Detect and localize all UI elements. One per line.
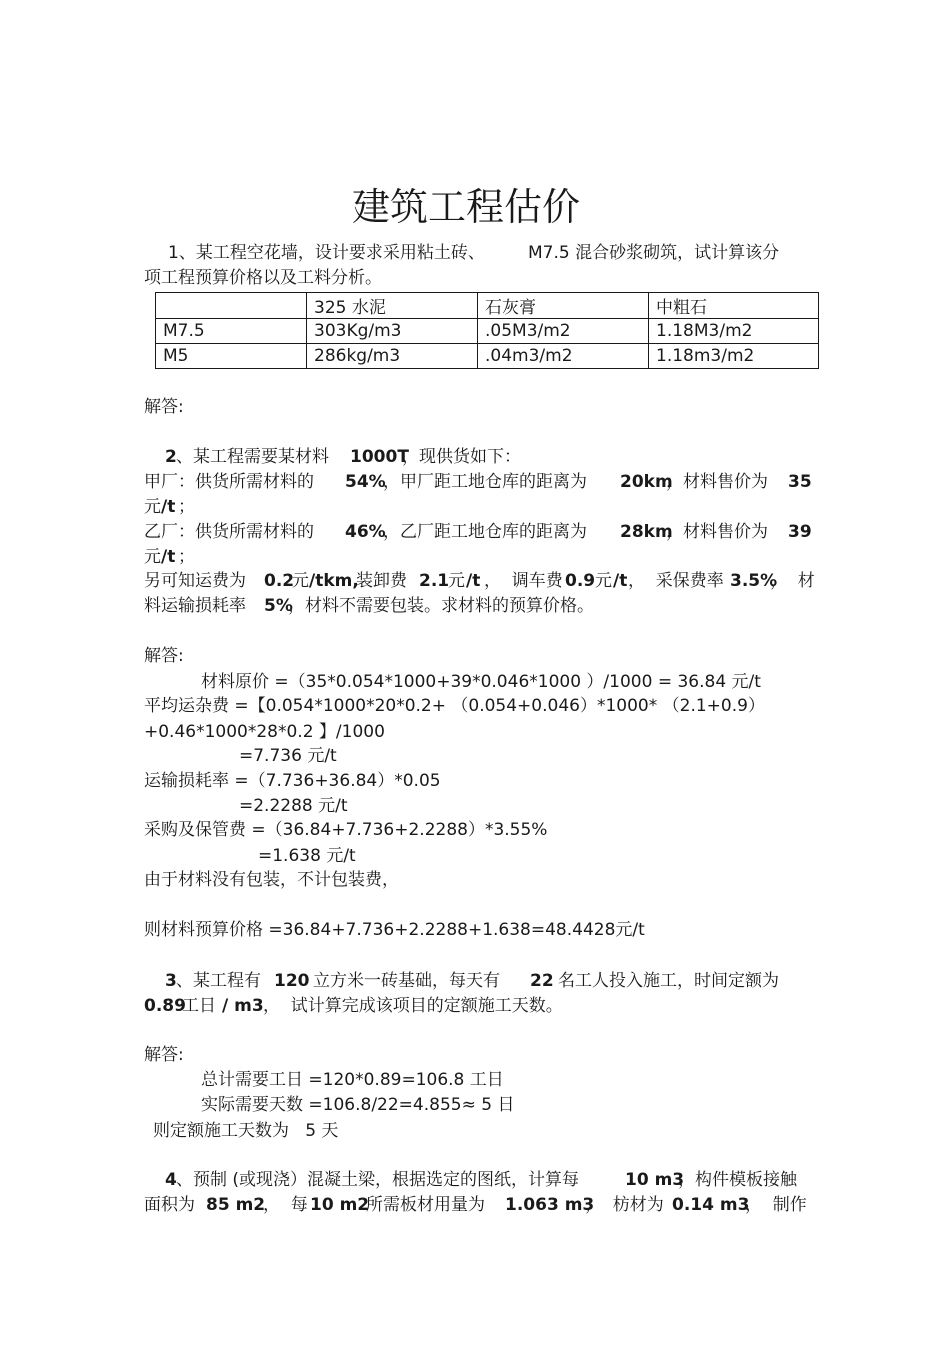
q2-answer-label: 解答: <box>144 646 184 666</box>
freight-rate: 0.2 <box>264 571 295 591</box>
q1-answer-label: 解答: <box>144 397 184 417</box>
q1-text-line2: 项工程预算价格以及工料分析。 <box>144 268 382 288</box>
factory-b-unit: 元 <box>144 547 161 567</box>
calc-line: 采购及保管费 =（36.84+7.736+2.2288）*3.55% <box>144 820 548 840</box>
table-cell: 1.18M3/m2 <box>649 319 819 344</box>
q4-area: 85 m2 <box>206 1195 266 1215</box>
shunting-unit: 元 <box>595 571 612 591</box>
factory-b-percent: 46% <box>345 522 386 542</box>
procurement-text: ， 采保费率 <box>628 571 724 591</box>
shunting-fee: 0.9 <box>565 571 596 591</box>
procurement-rate: 3.5% <box>730 571 778 591</box>
q4-area-unit: 10 m2 <box>310 1195 370 1215</box>
factory-b-price: 39 <box>788 522 812 542</box>
table-cell: 1.18m3/m2 <box>649 344 819 369</box>
q4-text-2: ，构件模板接触 <box>678 1170 797 1190</box>
q4-number: 4 <box>165 1170 177 1190</box>
factory-a-semicolon: ； <box>178 497 195 517</box>
calc-line: 由于材料没有包装，不计包装费， <box>144 870 399 890</box>
fee-text: 另可知运费为 <box>144 571 246 591</box>
handling-text: 装卸费 <box>356 571 407 591</box>
table-header-cell: 325 水泥 <box>307 293 478 319</box>
calc-line: +0.46*1000*28*0.2 】/1000 <box>144 722 385 742</box>
q4-board-amount: 1.063 m3 <box>505 1195 595 1215</box>
loss-rate: 5% <box>264 596 293 616</box>
q4-text-6: ， 枋材为 <box>585 1195 664 1215</box>
freight-unit-suffix: /tkm, <box>309 571 359 591</box>
calc-line: 则定额施工天数为 5 天 <box>153 1121 339 1141</box>
factory-a-unit-suffix: /t <box>161 497 176 517</box>
q3-text-3: 名工人投入施工，时间定额为 <box>558 971 779 991</box>
calc-line: 总计需要工日 =120*0.89=106.8 工日 <box>201 1070 504 1090</box>
shunting-text: ， 调车费 <box>484 571 563 591</box>
factory-b-text: 乙厂：供货所需材料的 <box>144 522 314 542</box>
q3-text: 、某工程有 <box>176 971 261 991</box>
q1-text-line1: 1、某工程空花墙，设计要求采用粘土砖、 <box>168 243 485 263</box>
calc-line: 则材料预算价格 =36.84+7.736+2.2288+1.638=48.4428元/t <box>144 920 645 940</box>
table-header-cell: 中粗石 <box>649 293 819 319</box>
q3-volume: 120 <box>274 971 310 991</box>
calc-line: =7.736 元/t <box>239 746 337 766</box>
handling-fee: 2.1 <box>419 571 450 591</box>
loss-text: 料运输损耗率 <box>144 596 246 616</box>
factory-b-text-2: ，乙厂距工地仓库的距离为 <box>383 522 587 542</box>
q4-text: 、预制 (或现浇）混凝土梁，根据选定的图纸，计算每 <box>176 1170 580 1190</box>
factory-a-unit: 元 <box>144 497 161 517</box>
calc-line: 材料原价 =（35*0.054*1000+39*0.046*1000 ）/1000 = 36.84 元/t <box>201 672 761 692</box>
table-header-row <box>156 293 819 319</box>
factory-a-percent: 54% <box>345 472 386 492</box>
q1-text-line1b: M7.5 混合砂浆砌筑，试计算该分 <box>528 243 780 263</box>
factory-b-semicolon: ； <box>178 547 195 567</box>
calc-line: 运输损耗率 =（7.736+36.84）*0.05 <box>144 771 441 791</box>
q4-text-5: 所需板材用量为 <box>366 1195 485 1215</box>
q4-timber-amount: 0.14 m3 <box>672 1195 750 1215</box>
factory-a-price: 35 <box>788 472 812 492</box>
factory-b-distance: 28km <box>620 522 673 542</box>
q4-text-7: ， 制作 <box>745 1195 807 1215</box>
calc-line: 实际需要天数 =106.8/22=4.855≈ 5 日 <box>201 1095 515 1115</box>
table-header-cell <box>156 293 307 319</box>
q3-text-4: ， 试计算完成该项目的定额施工天数。 <box>263 996 563 1016</box>
factory-a-distance: 20km <box>620 472 673 492</box>
table-cell: 303Kg/m3 <box>307 319 478 344</box>
table-cell: .05M3/m2 <box>478 319 649 344</box>
q3-text-2: 立方米一砖基础，每天有 <box>313 971 500 991</box>
table-cell: .04m3/m2 <box>478 344 649 369</box>
loss-text-2: ，材料不需要包装。求材料的预算价格。 <box>288 596 594 616</box>
mortar-material-table <box>155 292 819 369</box>
factory-a-text: 甲厂：供货所需材料的 <box>144 472 314 492</box>
freight-unit: 元 <box>292 571 309 591</box>
table-cell: M5 <box>156 344 307 369</box>
q2-text: 、某工程需要某材料 <box>176 447 329 467</box>
page-title: 建筑工程估价 <box>352 185 581 229</box>
table-row <box>156 319 819 344</box>
handling-unit: 元 <box>448 571 465 591</box>
table-row <box>156 344 819 369</box>
table-header-cell: 石灰膏 <box>478 293 649 319</box>
q3-time-quota: 0.89 <box>144 996 186 1016</box>
q3-unit: 工日 <box>182 996 216 1016</box>
shunting-unit-suffix: /t <box>613 571 628 591</box>
q2-text-rest: ，现供货如下： <box>402 447 521 467</box>
q4-text-4: ， 每 <box>263 1195 308 1215</box>
factory-a-text-2: ，甲厂距工地仓库的距离为 <box>383 472 587 492</box>
factory-b-text-3: ，材料售价为 <box>666 522 768 542</box>
q3-unit-suffix: / m3 <box>222 996 264 1016</box>
q2-quantity: 1000T <box>350 447 409 467</box>
factory-a-text-3: ，材料售价为 <box>666 472 768 492</box>
q3-number: 3 <box>165 971 177 991</box>
q3-answer-label: 解答: <box>144 1045 184 1065</box>
factory-b-unit-suffix: /t <box>161 547 176 567</box>
q2-number: 2 <box>165 447 177 467</box>
table-cell: 286kg/m3 <box>307 344 478 369</box>
q4-text-3: 面积为 <box>144 1195 195 1215</box>
handling-unit-suffix: /t <box>466 571 481 591</box>
table-cell: M7.5 <box>156 319 307 344</box>
q3-workers: 22 <box>530 971 554 991</box>
q4-volume: 10 m3 <box>625 1170 685 1190</box>
calc-line: 平均运杂费 =【0.054*1000*20*0.2+ （0.054+0.046）*1000* （2.1+0.9） <box>144 696 765 716</box>
calc-line: =1.638 元/t <box>258 846 356 866</box>
calc-line: =2.2288 元/t <box>239 796 348 816</box>
fee-text-end: ， 材 <box>770 571 815 591</box>
